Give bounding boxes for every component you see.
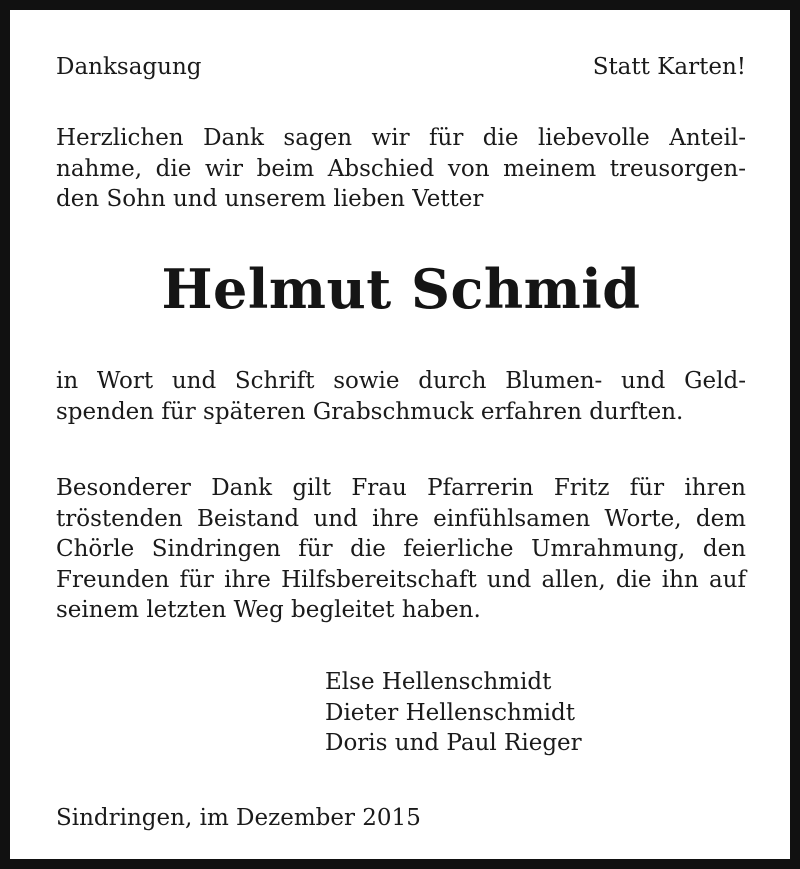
notice-content (56, 10, 746, 859)
signature-name: Else Hellenschmidt (325, 669, 552, 695)
intro-line: den Sohn und unserem lieben Vetter (56, 186, 484, 212)
intro-line: Herzlichen Dank sagen wir für die liebevolle Anteil- (56, 125, 746, 151)
signatures-block (325, 667, 582, 759)
special-thanks-line: Chörle Sindringen für die feierliche Umrahmung, den (56, 536, 746, 562)
signature-name: Doris und Paul Rieger (325, 730, 582, 756)
notice-type-label: Danksagung (56, 54, 202, 80)
thanks-line: spenden für späteren Grabschmuck erfahren durften. (56, 398, 684, 425)
notice-header (56, 52, 746, 82)
special-thanks-line: Besonderer Dank gilt Frau Pfarrerin Fritz für ihren (56, 475, 746, 501)
place-date: Sindringen, im Dezember 2015 (56, 805, 421, 831)
special-thanks-paragraph (56, 473, 746, 626)
thanks-line: in Wort und Schrift sowie durch Blumen- und Geld- (56, 368, 746, 394)
intro-line: nahme, die wir beim Abschied von meinem treusorgen- (56, 155, 746, 182)
deceased-name: Helmut Schmid (161, 257, 641, 321)
special-thanks-line: Freunden für ihre Hilfsbereitschaft und allen, die ihn auf (56, 566, 746, 593)
special-thanks-line: seinem letzten Weg begleitet haben. (56, 597, 481, 623)
statt-karten-label: Statt Karten! (592, 54, 746, 80)
thanks-paragraph (56, 366, 746, 427)
special-thanks-line: tröstenden Beistand und ihre einfühlsamen Worte, dem (56, 505, 746, 532)
intro-paragraph (56, 123, 746, 215)
signature-name: Dieter Hellenschmidt (325, 699, 576, 726)
